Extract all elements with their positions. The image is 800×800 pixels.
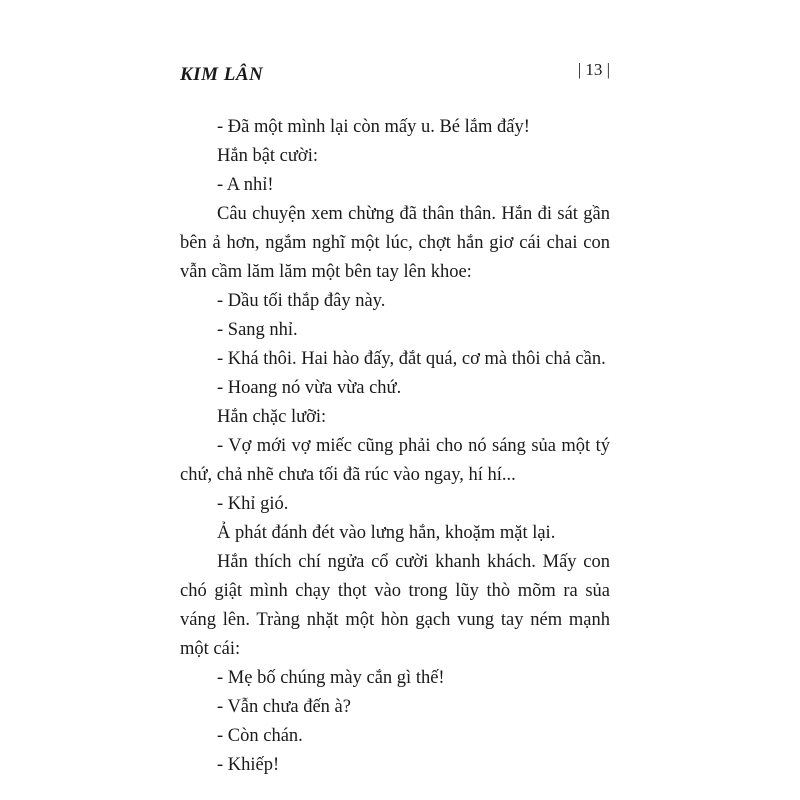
paragraph: Hắn thích chí ngửa cổ cười khanh khách. Mấy con chó giật mình chạy thọt vào trong lũy thò mõm ra sủa váng lên. Tràng nhặt một hòn gạch vung tay ném mạnh một cái: bbox=[180, 552, 610, 659]
paragraph: - Đã một mình lại còn mấy u. Bé lắm đấy! bbox=[217, 117, 530, 137]
paragraph: Hắn bật cười: bbox=[217, 146, 318, 166]
paragraph: - Vợ mới vợ miếc cũng phải cho nó sáng sủa một tý chứ, chả nhẽ chưa tối đã rúc vào ngay, hí hí... bbox=[180, 436, 610, 485]
paragraph: - Vẫn chưa đến à? bbox=[217, 697, 351, 717]
paragraph: - Mẹ bố chúng mày cắn gì thế! bbox=[217, 668, 445, 688]
paragraph: - Còn chán. bbox=[217, 726, 303, 746]
body-text bbox=[180, 113, 610, 780]
paragraph: - A nhỉ! bbox=[217, 175, 274, 195]
paragraph: Câu chuyện xem chừng đã thân thân. Hắn đi sát gần bên ả hơn, ngắm nghĩ một lúc, chợt hắn giơ cái chai con vẫn cầm lăm lăm một bên tay lên khoe: bbox=[180, 204, 610, 282]
paragraph: Ả phát đánh đét vào lưng hắn, khoặm mặt lại. bbox=[217, 523, 556, 543]
paragraph: - Khỉ gió. bbox=[217, 494, 289, 514]
paragraph: - Khá thôi. Hai hào đấy, đắt quá, cơ mà thôi chả cần. bbox=[217, 349, 606, 369]
paragraph: - Hoang nó vừa vừa chứ. bbox=[217, 378, 402, 398]
paragraph: - Sang nhỉ. bbox=[217, 320, 298, 340]
page-number: | 13 | bbox=[577, 60, 610, 79]
paragraph: - Dầu tối thắp đây này. bbox=[217, 291, 386, 311]
page-header bbox=[180, 60, 610, 90]
paragraph: - Khiếp! bbox=[217, 755, 280, 775]
running-head-author: KIM LÂN bbox=[180, 64, 264, 85]
paragraph: Hắn chặc lưỡi: bbox=[217, 407, 327, 427]
